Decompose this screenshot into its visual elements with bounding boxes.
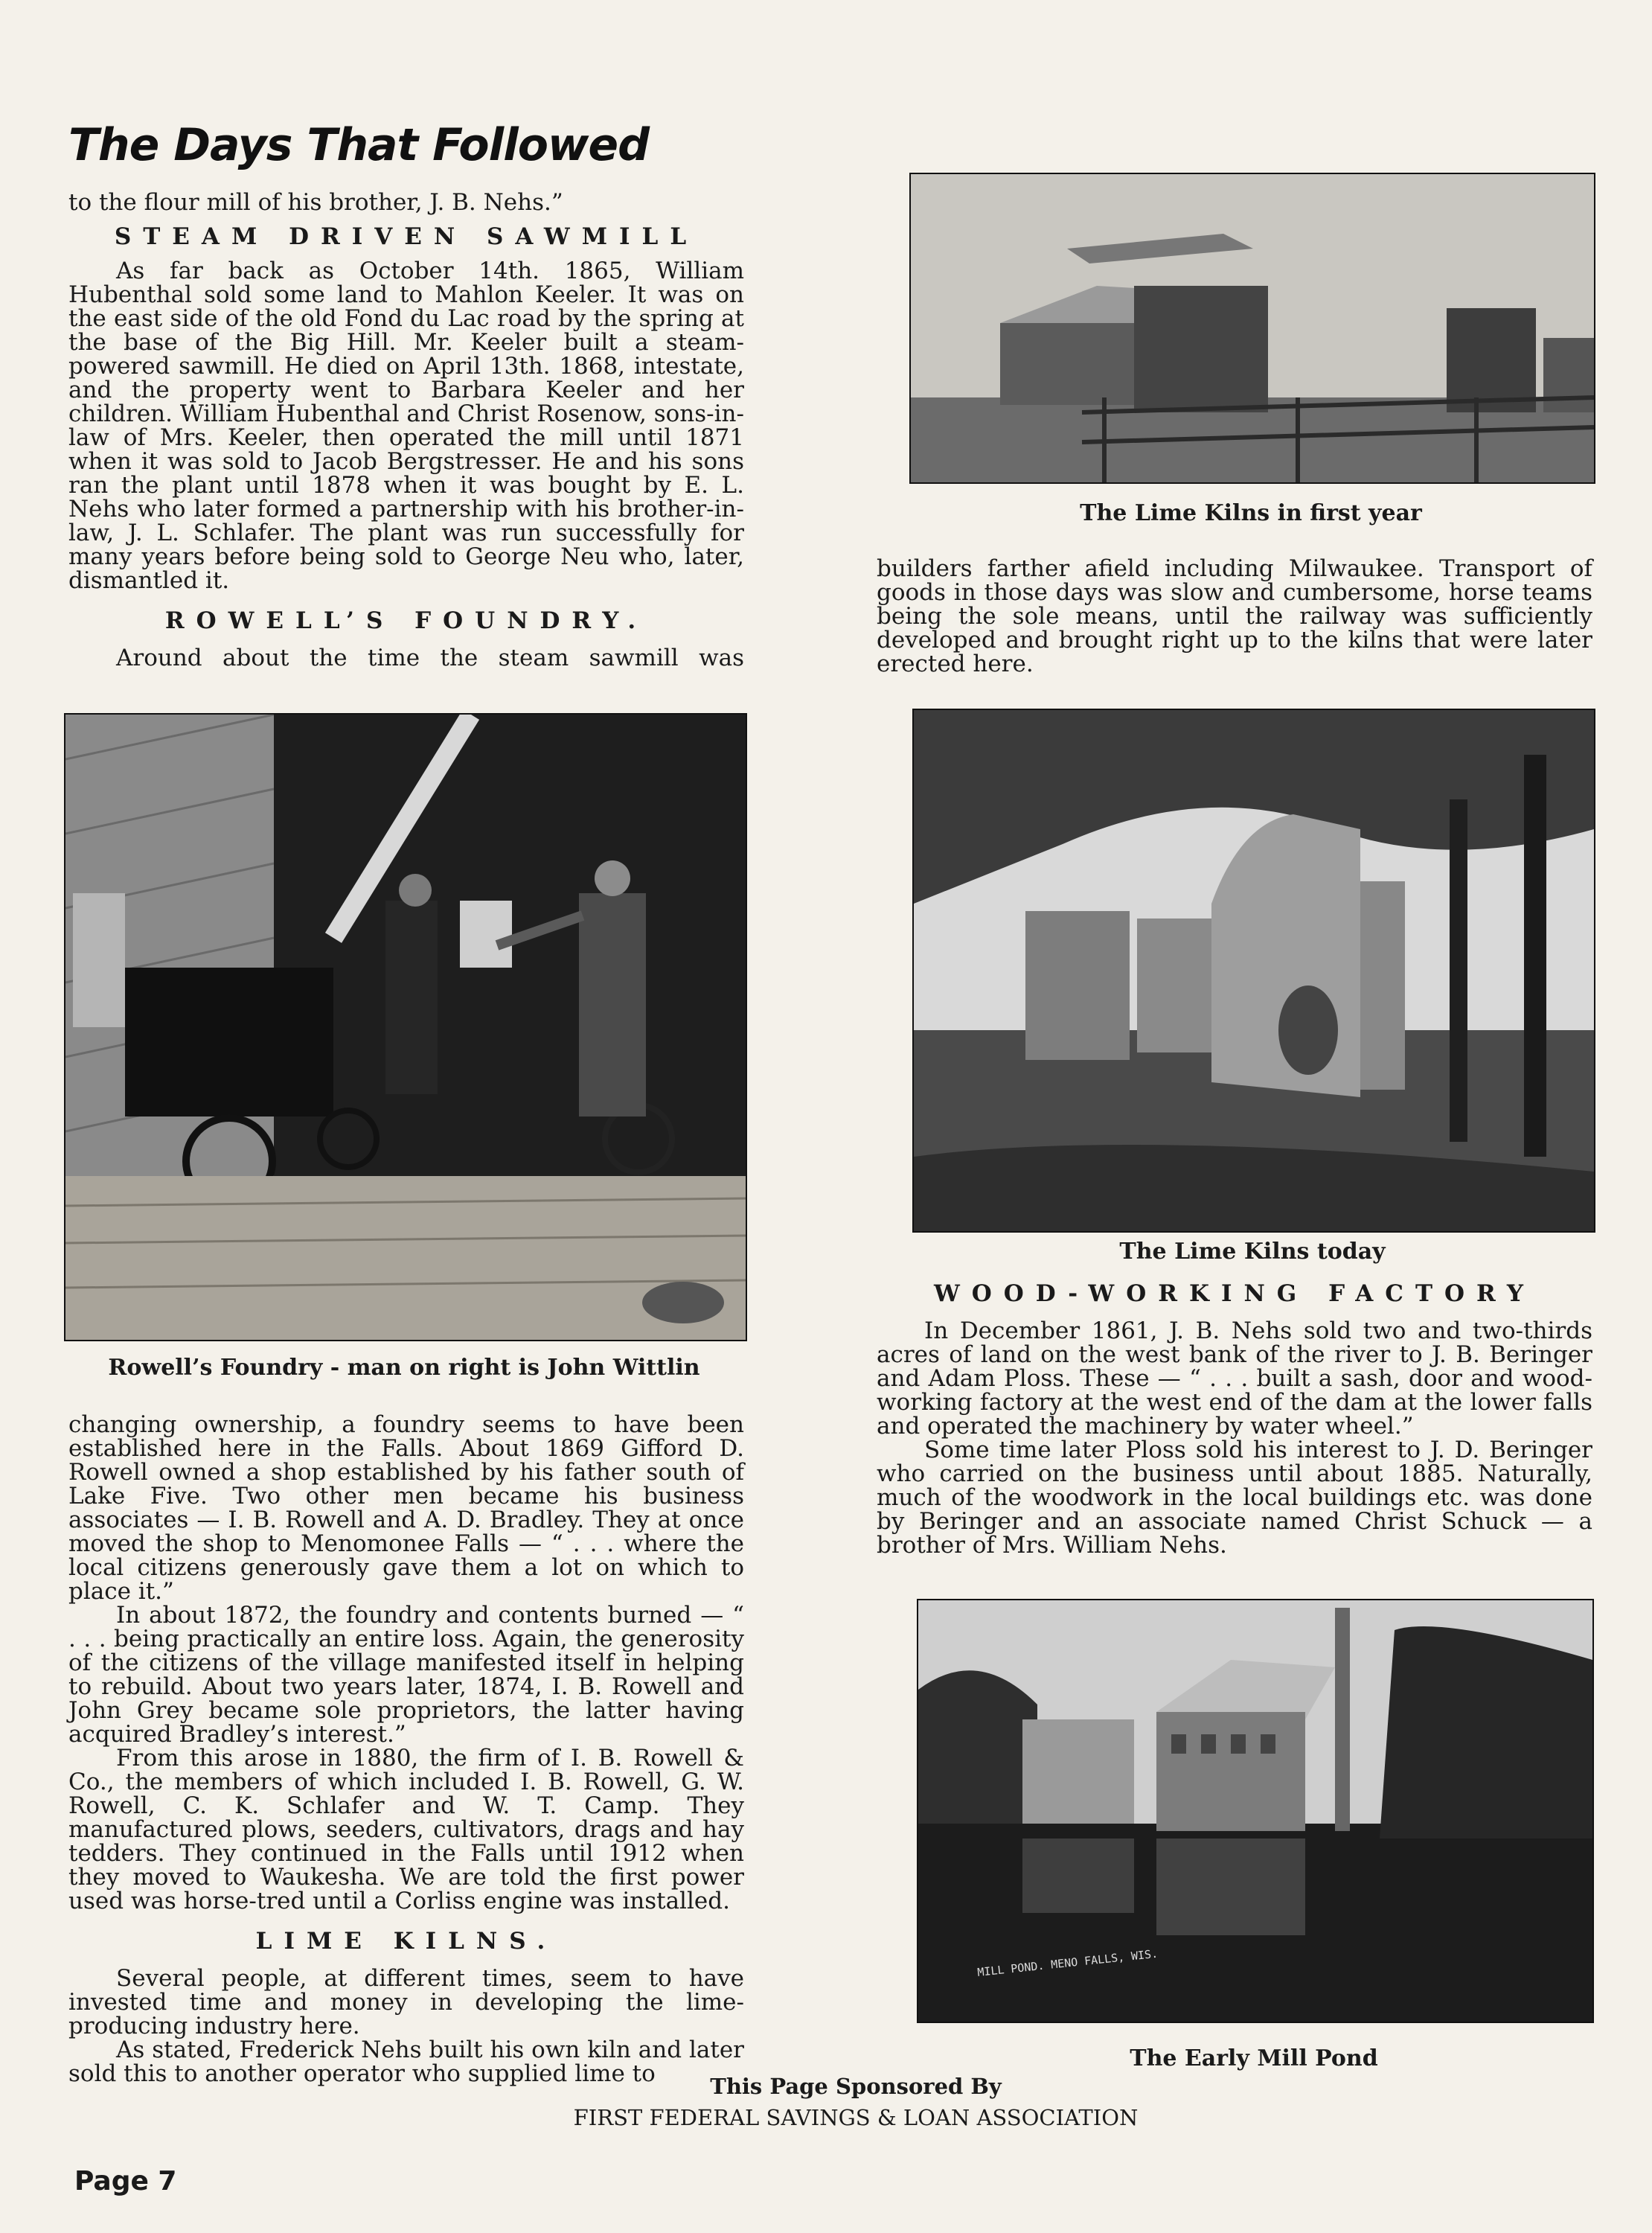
lead-paragraph: to the flour mill of his brother, J. B. Nehs.”: [68, 189, 563, 216]
foundry-paragraph-1: Around about the time the steam sawmill was: [116, 645, 744, 671]
foundry-paragraph-2: changing ownership, a foundry seems to have been established here in the Falls. About 1869 Gifford D. Rowell owned a shop established by his father south of Lake Five. Two other men became his business associates — I. B. Rowell and A. D. Bradley. They at once moved the shop to Menomonee Falls — “ . . . where the local citizens generously gave them a lot on which to place it.”: [68, 1411, 744, 1605]
lime-kilns-paragraph-2: As stated, Frederick Nehs built his own kiln and later sold this to another operator who supplied lime to: [68, 2036, 744, 2087]
kilns-transport-paragraph: builders farther afield including Milwaukee. Transport of goods in those days was slow and cumbersome, horse teams being the sole means, until the railway was sufficiently developed and brought right up to the kilns that were later erected here.: [877, 555, 1592, 677]
mill-pond-handwriting: MILL POND. MENO FALLS, WIS.: [976, 1946, 1159, 1979]
woodworking-paragraph-1: In December 1861, J. B. Nehs sold two and two-thirds acres of land on the west bank of the river to J. B. Beringer and Adam Ploss. These — “ . . . built a sash, door and wood-working factory at the west end of the dam at the lower falls and operated the machinery by water wheel.”: [877, 1317, 1592, 1440]
early-mill-pond-caption: The Early Mill Pond: [1130, 2045, 1378, 2071]
foundry-photo-caption: Rowell’s Foundry - man on right is John Wittlin: [108, 1355, 700, 1381]
section-title-woodworking-factory: WOOD-WORKING FACTORY: [933, 1280, 1535, 1307]
section-title-rowells-foundry: ROWELL’S FOUNDRY.: [164, 607, 648, 634]
early-mill-pond-photo: [917, 1599, 1594, 2023]
foundry-paragraph-3: In about 1872, the foundry and contents burned — “ . . . being practically an entire loss. Again, the generosity of the citizens of the village manifested itself in helping to rebuild. About two years later, 1874, I. B. Rowell and John Grey became sole proprietors, the latter having acquired Bradley’s interest.”: [68, 1602, 744, 1748]
lime-kilns-today-photo: [912, 709, 1595, 1233]
section-title-lime-kilns: LIME KILNS.: [255, 1928, 557, 1955]
sponsor-line-2: FIRST FEDERAL SAVINGS & LOAN ASSOCIATION: [573, 2105, 1139, 2130]
page-number: Page 7: [74, 2166, 177, 2197]
foundry-paragraph-4: From this arose in 1880, the firm of I. B. Rowell & Co., the members of which included I. B. Rowell, G. W. Rowell, C. K. Schlafer and W. T. Camp. They manufactured plows, seeders, cultivators, drags and hay tedders. They continued in the Falls until 1912 when they moved to Waukesha. We are told the first power used was horse-tred until a Corliss engine was installed.: [68, 1745, 744, 1914]
left-column-top: [68, 191, 744, 670]
lime-kilns-first-year-photo: [909, 173, 1595, 484]
section-title-steam-sawmill: STEAM DRIVEN SAWMILL: [114, 223, 699, 250]
lime-kilns-today-caption: The Lime Kilns today: [1119, 1239, 1386, 1265]
woodworking-paragraph-2: Some time later Ploss sold his interest to J. D. Beringer who carried on the business until about 1885. Naturally, much of the woodwork in the local buildings etc. was done by Beringer and an associate named Christ Schuck — a brother of Mrs. William Nehs.: [877, 1437, 1592, 1559]
lime-kilns-paragraph-1: Several people, at different times, seem to have invested time and money in developing the lime-producing industry here.: [68, 1965, 744, 2039]
right-column-woodworking: [877, 1279, 1592, 1557]
page-title: The Days That Followed: [68, 119, 650, 171]
sponsor-line-1: This Page Sponsored By: [710, 2074, 1002, 2099]
left-column-bottom: [68, 1413, 744, 2086]
foundry-photo: [64, 713, 747, 1341]
lime-kilns-first-year-caption: The Lime Kilns in first year: [1080, 500, 1422, 526]
steam-sawmill-paragraph: As far back as October 14th. 1865, William Hubenthal sold some land to Mahlon Keeler. It was on the east side of the old Fond du Lac road by the spring at the base of the Big Hill. Mr. Keeler built a steam-powered sawmill. He died on April 13th. 1868, intestate, and the property went to Barbara Keeler and her children. William Hubenthal and Christ Rosenow, sons-in-law of Mrs. Keeler, then operated the mill until 1871 when it was sold to Jacob Bergstresser. He and his sons ran the plant until 1878 when it was bought by E. L. Nehs who later formed a partnership with his brother-in-law, J. L. Schlafer. The plant was run successfully for many years before being sold to George Neu who, later, dismantled it.: [68, 258, 744, 594]
right-column-kilns-text: [877, 557, 1592, 676]
